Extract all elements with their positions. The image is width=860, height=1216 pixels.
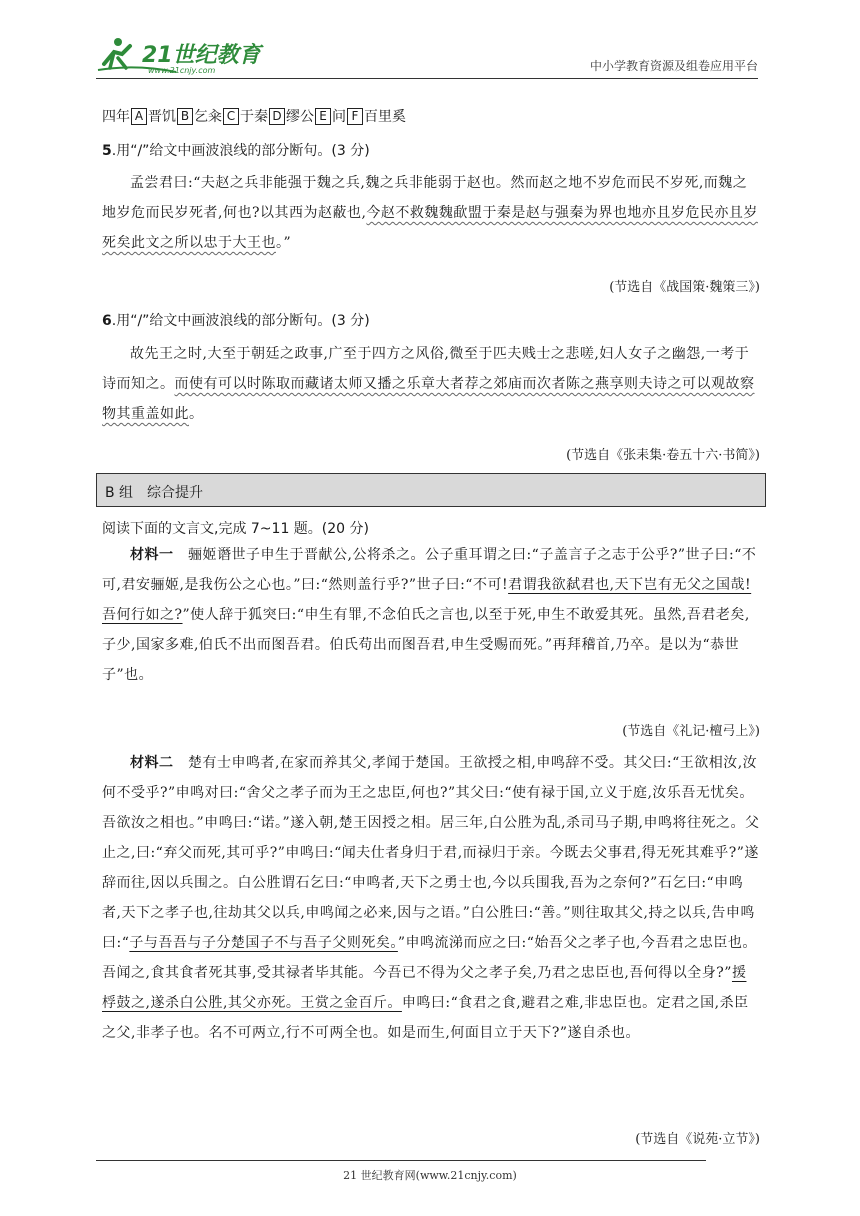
q4-text: 缪公 (286, 109, 314, 125)
material2-text: 楚有士申鸣者,在家而养其父,孝闻于楚国。王欲授之相,申鸣辞不受。其父曰:“王欲相汝,汝何不受乎?”申鸣对曰:“舍父之孝子而为王之忠臣,何也?”其父曰:“使有禄于国,立义于庭,汝乐吾无忧矣。吾欲汝之相也。”申鸣曰:“诺。”遂入朝,楚王因授之相。居三年,白公胜为乱,杀司马子期,申鸣将往死之。父止之,曰:“弃父而死,其可乎?”申鸣曰:“闻夫仕者身归于君,而禄归于亲。今既去父事君,得无死其难乎?”遂辞而往,因以兵围之。白公胜谓石乞曰:“申鸣者,天下之勇士也,今以兵围我,吾为之奈何?”石乞曰:“申鸣者,天下之孝子也,往劫其父以兵,申鸣闻之必来,因与之语。”白公胜曰:“善。”则往取其父,持之以兵,告申鸣曰:“ (102, 755, 760, 951)
page-header (96, 32, 758, 79)
group-b-title: B 组 综合提升 (105, 485, 204, 501)
q5-number: 5 (102, 143, 112, 159)
q4-options-line (102, 106, 406, 126)
group-b-header (96, 473, 766, 507)
q4-box-b: B (177, 108, 193, 125)
q4-text: 问 (332, 109, 346, 125)
q6-prompt-text: .用“/”给文中画波浪线的部分断句。(3 分) (111, 313, 370, 329)
material1-passage (102, 540, 760, 690)
q6-prompt (102, 310, 370, 330)
q6-plain-text: 故先王之时,大至于朝廷之政事,广至于四方之风俗,微至于匹夫贱士之悲嗟,妇人女子之幽怨,一考于诗而知之。 (102, 346, 750, 392)
platform-title: 中小学教育资源及组卷应用平台 (589, 59, 758, 73)
q4-box-f: F (347, 108, 363, 125)
q6-passage (102, 339, 760, 429)
runner-logo-icon (96, 34, 266, 76)
q4-box-a: A (131, 108, 147, 125)
q5-wavy-text: 今赵不救魏魏歃盟于秦是赵与强秦为界也地亦且岁危民亦且岁死矣此文之所以忠于大王也 (102, 205, 758, 251)
q5-end-text: 。” (276, 235, 292, 251)
material2-text-3: 申鸣曰:“食君之食,避君之难,非忠臣也。定君之国,杀臣之父,非孝子也。名不可两立,行不可两全也。如是而生,何面目立于天下?”遂自杀也。 (102, 995, 749, 1041)
q5-prompt (102, 140, 370, 160)
q4-text: 于秦 (240, 109, 268, 125)
q4-box-d: D (269, 108, 285, 125)
q4-text: 乞籴 (194, 109, 222, 125)
q6-number: 6 (102, 313, 112, 329)
material2-source: (节选自《说苑·立节》) (635, 1132, 760, 1147)
material1-underlined: 君谓我欲弑君也,天下岂有无父之国哉!吾何行如之? (102, 577, 752, 623)
page-footer: 21 世纪教育网(www.21cnjy.com) (343, 1169, 517, 1182)
q6-wavy-text: 而使有可以时陈取而藏诸太师又播之乐章大者荐之郊庙而次者陈之燕享则夫诗之可以观故察物其重盖如此 (102, 376, 755, 422)
q5-source: (节选自《战国策·魏策三》) (609, 280, 760, 295)
q4-box-e: E (315, 108, 331, 125)
q5-prompt-text: .用“/”给文中画波浪线的部分断句。(3 分) (111, 143, 370, 159)
q5-plain-text: 孟尝君曰:“夫赵之兵非能强于魏之兵,魏之兵非能弱于赵也。然而赵之地不岁危而民不岁死,而魏之地岁危而民岁死者,何也?以其西为赵蔽也, (102, 175, 748, 221)
material1-text-2: ”使人辞于狐突曰:“申生有罪,不念伯氏之言也,以至于死,申生不敢爱其死。虽然,吾君老矣,子少,国家多难,伯氏不出而图吾君。伯氏苟出而图吾君,申生受赐而死。”再拜稽首,乃卒。是以为“恭世子”也。 (102, 607, 750, 683)
reading-instruction: 阅读下面的文言文,完成 7~11 题。(20 分) (102, 521, 369, 537)
q4-text: 晋饥 (148, 109, 176, 125)
q4-text: 百里奚 (364, 109, 406, 125)
q6-source: (节选自《张耒集·卷五十六·书简》) (566, 448, 760, 463)
q6-end-text: 。 (189, 406, 204, 422)
site-logo[interactable] (96, 34, 266, 76)
q4-box-c: C (223, 108, 239, 125)
material1-label: 材料一 (130, 547, 174, 563)
material1-source: (节选自《礼记·檀弓上》) (622, 724, 760, 739)
material2-underlined-2: 援桴鼓之,遂杀白公胜,其父亦死。王赏之金百斤。 (102, 965, 747, 1011)
logo-text: 21世纪教育 (142, 43, 261, 68)
q4-text: 四年 (102, 109, 130, 125)
material2-label: 材料二 (130, 755, 174, 771)
material2-text-2: ”申鸣流涕而应之曰:“始吾父之孝子也,今吾君之忠臣也。吾闻之,食其食者死其事,受其禄者毕其能。今吾已不得为父之孝子矣,乃君之忠臣也,吾何得以全身?” (102, 935, 757, 981)
footer-divider (96, 1160, 706, 1161)
material2-passage (102, 748, 760, 1048)
material2-underlined-1: 子与吾吾与子分楚国子不与吾子父则死矣。 (129, 935, 398, 951)
q5-passage (102, 168, 760, 258)
logo-url: www.21cnjy.com (148, 66, 216, 75)
material1-text: 骊姬谮世子申生于晋献公,公将杀之。公子重耳谓之曰:“子盖言子之志于公乎?”世子曰:“不可,君安骊姬,是我伤公之心也。”曰:“然则盖行乎?”世子曰:“不可! (102, 547, 757, 593)
